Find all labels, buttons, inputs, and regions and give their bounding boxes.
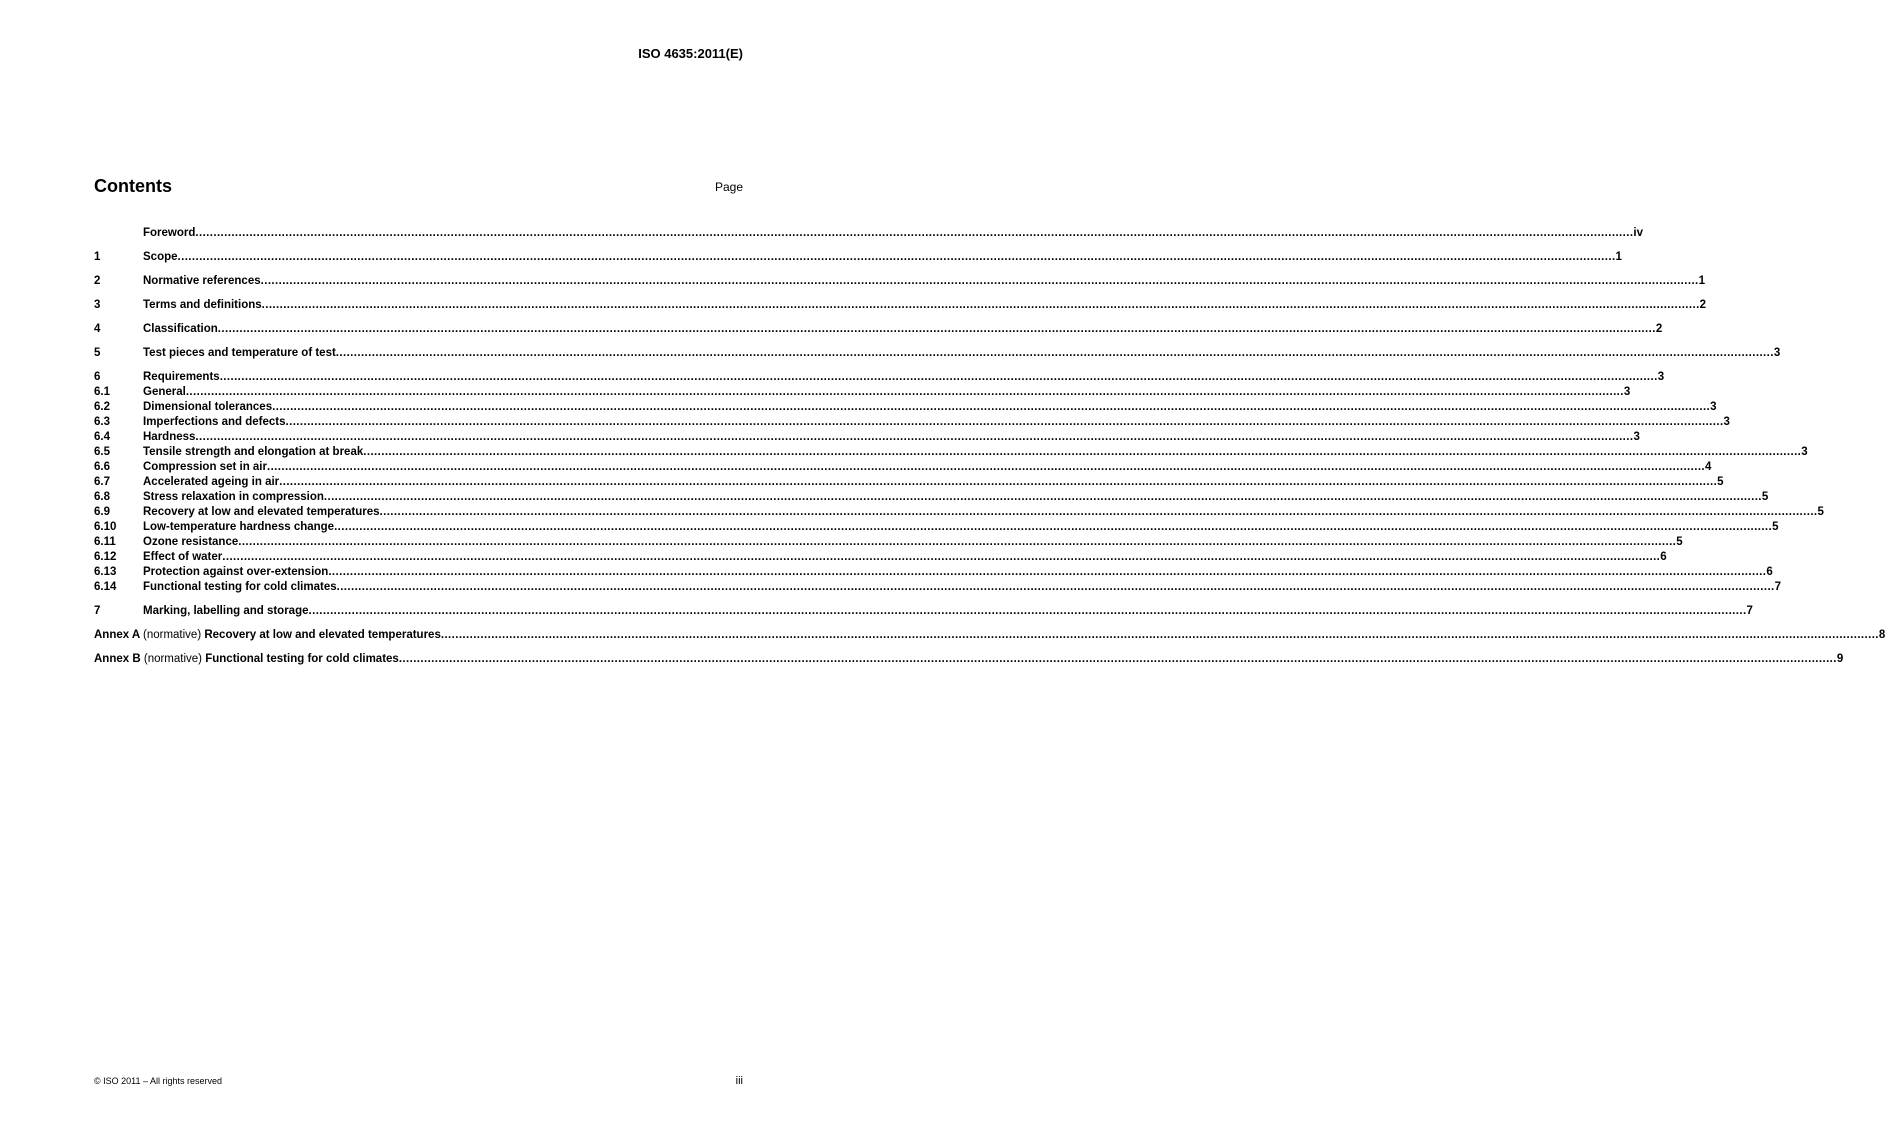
dot-leader: ................................................................................................................................................................................................................................................................................................................................................................................................................ (222, 551, 1661, 563)
toc-entry-number: 3 (94, 299, 101, 311)
toc-entry-page: 3 (1723, 416, 1730, 428)
toc-entry-title: Test pieces and temperature of test (143, 347, 336, 359)
toc-entry-page: 7 (1774, 581, 1782, 593)
toc-entry-title: Recovery at low and elevated temperatures (143, 506, 380, 518)
toc-entry-number: 7 (94, 605, 101, 617)
toc-entry-page: 4 (1705, 461, 1712, 473)
toc-entry[interactable] (94, 550, 1667, 565)
dot-leader: ................................................................................................................................................................................................................................................................................................................................................................................................................ (185, 386, 1624, 398)
toc-entry-page: 3 (1710, 401, 1717, 413)
dot-leader: ................................................................................................................................................................................................................................................................................................................................................................................................................ (308, 605, 1747, 617)
dot-leader: ................................................................................................................................................................................................................................................................................................................................................................................................................ (266, 461, 1706, 473)
toc-entry[interactable] (94, 520, 1779, 535)
dot-leader: ................................................................................................................................................................................................................................................................................................................................................................................................................ (195, 227, 1634, 239)
toc-entry-number: 6.11 (94, 536, 116, 548)
toc-entry[interactable] (94, 415, 1730, 430)
toc-entry-number: 4 (94, 323, 101, 335)
dot-leader: ................................................................................................................................................................................................................................................................................................................................................................................................................ (363, 446, 1802, 458)
toc-entry-page: 8 (1878, 629, 1885, 641)
toc-entry-page: 2 (1655, 323, 1663, 335)
toc-entry[interactable] (94, 250, 1622, 265)
page-column-label: Page (714, 180, 743, 194)
dot-leader: ................................................................................................................................................................................................................................................................................................................................................................................................................ (219, 371, 1658, 383)
toc-entry[interactable] (94, 346, 1781, 361)
toc-entry-number: 6.10 (94, 521, 117, 533)
toc-entry-page: iv (1633, 227, 1644, 239)
toc-entry-number: 6.13 (94, 566, 117, 578)
dot-leader: ................................................................................................................................................................................................................................................................................................................................................................................................................ (260, 275, 1699, 287)
toc-entry[interactable] (94, 400, 1717, 415)
toc-entry-title: Hardness (143, 431, 196, 443)
toc-entry-number: 1 (94, 251, 101, 263)
toc-entry-number: 6.5 (94, 446, 110, 458)
toc-entry[interactable] (94, 460, 1712, 475)
toc-entry-page: 9 (1836, 653, 1844, 665)
toc-entry-title: General (143, 386, 186, 398)
toc-entry-title (94, 652, 399, 667)
toc-entry[interactable] (94, 298, 1707, 313)
toc-entry-title: Low-temperature hardness change (143, 521, 335, 533)
toc-entry-page: 5 (1717, 476, 1724, 488)
toc-entry-title: Terms and definitions (143, 299, 262, 311)
toc-entry-title: Ozone resistance (143, 536, 239, 548)
toc-entry-title: Effect of water (143, 551, 223, 563)
toc-entry-number: 6.3 (94, 416, 110, 428)
toc-entry-title: Compression set in air (143, 461, 267, 473)
toc-entry[interactable] (94, 445, 1808, 460)
toc-entry-page: 3 (1801, 446, 1808, 458)
dot-leader: ................................................................................................................................................................................................................................................................................................................................................................................................................ (272, 401, 1711, 413)
annex-label: Annex B (94, 653, 141, 665)
toc-entry[interactable] (94, 628, 1885, 643)
toc-entry-number: 6 (94, 371, 101, 383)
toc-entry[interactable] (94, 226, 1644, 241)
toc-entry-number: 6.4 (94, 431, 110, 443)
toc-entry-number: 2 (94, 275, 101, 287)
toc-entry[interactable] (94, 604, 1753, 619)
toc-entry[interactable] (94, 490, 1769, 505)
toc-entry[interactable] (94, 535, 1683, 550)
dot-leader: ................................................................................................................................................................................................................................................................................................................................................................................................................ (279, 476, 1718, 488)
toc-entry-title: Normative references (143, 275, 261, 287)
document-id: ISO 4635:2011(E) (638, 46, 743, 61)
toc-entry-number: 6.12 (94, 551, 117, 563)
toc-entry[interactable] (94, 322, 1663, 337)
dot-leader: ................................................................................................................................................................................................................................................................................................................................................................................................................ (398, 653, 1837, 665)
toc-entry-number: 6.14 (94, 581, 117, 593)
dot-leader: ................................................................................................................................................................................................................................................................................................................................................................................................................ (440, 629, 1879, 641)
toc-entry-number: 6.1 (94, 386, 110, 398)
toc-entry[interactable] (94, 652, 1844, 667)
toc-entry-page: 3 (1657, 371, 1665, 383)
toc-entry[interactable] (94, 430, 1640, 445)
contents-heading: Contents (94, 176, 172, 196)
toc-entry-page: 5 (1761, 491, 1769, 503)
annex-title: Functional testing for cold climates (205, 653, 399, 665)
toc-entry[interactable] (94, 370, 1665, 385)
toc-entry-title: Requirements (143, 371, 220, 383)
toc-entry-title: Imperfections and defects (143, 416, 286, 428)
toc-entry-title (94, 628, 441, 643)
toc-entry-number: 6.9 (94, 506, 110, 518)
dot-leader: ................................................................................................................................................................................................................................................................................................................................................................................................................ (334, 521, 1773, 533)
toc-entry[interactable] (94, 475, 1724, 490)
toc-entry-page: 6 (1660, 551, 1667, 563)
toc-entry-title: Functional testing for cold climates (143, 581, 337, 593)
toc-entry-page: 3 (1633, 431, 1640, 443)
dot-leader: ................................................................................................................................................................................................................................................................................................................................................................................................................ (379, 506, 1818, 518)
dot-leader: ................................................................................................................................................................................................................................................................................................................................................................................................................ (195, 431, 1634, 443)
dot-leader: ................................................................................................................................................................................................................................................................................................................................................................................................................ (217, 323, 1656, 335)
toc-entry-page: 5 (1817, 506, 1824, 518)
annex-normative-note: (normative) (143, 629, 202, 641)
toc-entry[interactable] (94, 565, 1773, 580)
dot-leader: ................................................................................................................................................................................................................................................................................................................................................................................................................ (177, 251, 1616, 263)
toc-entry[interactable] (94, 385, 1631, 400)
toc-entry-title: Stress relaxation in compression (143, 491, 324, 503)
toc-entry-title: Marking, labelling and storage (143, 605, 309, 617)
toc-entry-title: Protection against over-extension (143, 566, 329, 578)
toc-entry-page: 6 (1766, 566, 1773, 578)
toc-entry[interactable] (94, 505, 1824, 520)
page-number: iii (735, 1075, 743, 1087)
toc-entry-title: Foreword (143, 227, 196, 239)
dot-leader: ................................................................................................................................................................................................................................................................................................................................................................................................................ (335, 347, 1774, 359)
copyright-notice: © ISO 2011 – All rights reserved (94, 1076, 223, 1086)
toc-entry-page: 2 (1699, 299, 1707, 311)
toc-entry-page: 3 (1623, 386, 1631, 398)
dot-leader: ................................................................................................................................................................................................................................................................................................................................................................................................................ (328, 566, 1767, 578)
dot-leader: ................................................................................................................................................................................................................................................................................................................................................................................................................ (261, 299, 1700, 311)
annex-normative-note: (normative) (143, 653, 203, 665)
toc-entry-page: 7 (1746, 605, 1753, 617)
dot-leader: ................................................................................................................................................................................................................................................................................................................................................................................................................ (238, 536, 1677, 548)
dot-leader: ................................................................................................................................................................................................................................................................................................................................................................................................................ (323, 491, 1762, 503)
annex-label: Annex A (94, 629, 140, 641)
toc-entry[interactable] (94, 580, 1782, 595)
toc-entry-number: 6.7 (94, 476, 110, 488)
dot-leader: ................................................................................................................................................................................................................................................................................................................................................................................................................ (336, 581, 1775, 593)
toc-entry[interactable] (94, 274, 1706, 289)
toc-entry-title: Tensile strength and elongation at break (143, 446, 364, 458)
table-of-contents (94, 226, 1885, 667)
toc-entry-title: Classification (143, 323, 218, 335)
toc-entry-title: Accelerated ageing in air (143, 476, 280, 488)
toc-entry-number: 5 (94, 347, 101, 359)
toc-entry-page: 1 (1698, 275, 1706, 287)
toc-entry-number: 6.8 (94, 491, 110, 503)
toc-entry-number: 6.2 (94, 401, 110, 413)
toc-entry-page: 5 (1676, 536, 1683, 548)
toc-entry-title: Scope (143, 251, 178, 263)
toc-entry-page: 1 (1615, 251, 1622, 263)
dot-leader: ................................................................................................................................................................................................................................................................................................................................................................................................................ (285, 416, 1724, 428)
toc-entry-page: 3 (1773, 347, 1781, 359)
toc-entry-page: 5 (1772, 521, 1779, 533)
annex-title: Recovery at low and elevated temperatures (204, 629, 441, 641)
toc-entry-number: 6.6 (94, 461, 110, 473)
toc-entry-title: Dimensional tolerances (143, 401, 273, 413)
